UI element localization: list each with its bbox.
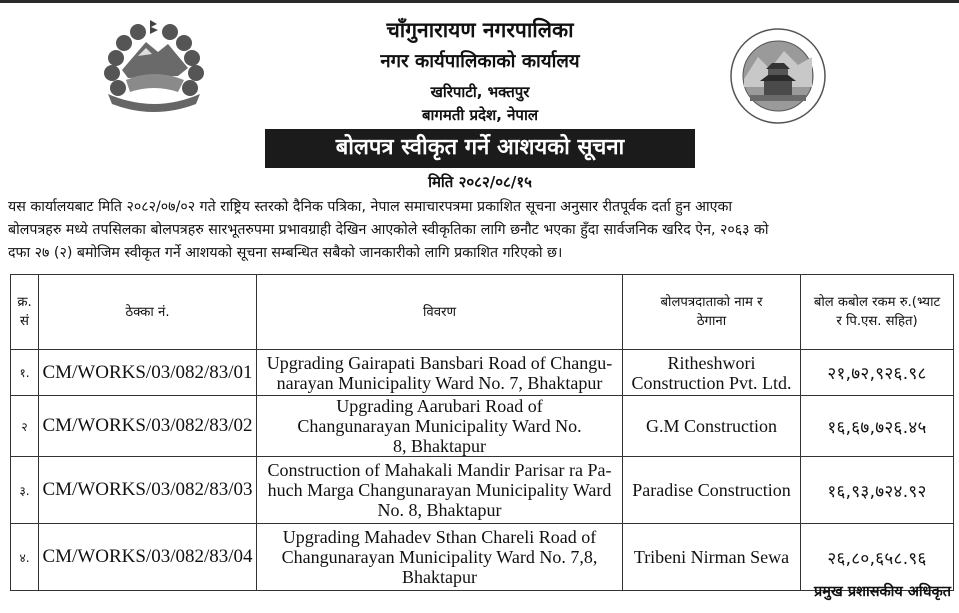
notice-date: मिति २०८२/०८/१५ [428, 173, 532, 191]
body-line: यस कार्यालयबाट मिति २०८२/०७/०२ गते राष्ट्रिय स्तरको दैनिक पत्रिका, नेपाल समाचारपत्रमा प्रकाशित सूचना अनुसार रीतपूर्वक दर्ता हुन आएका [8, 199, 733, 215]
body-line: दफा २७ (२) बमोजिम स्वीकृत गर्ने आशयको सूचना सम्बन्धित सबैको जानकारीको लागि प्रकाशित गरिएको छ। [8, 245, 563, 261]
municipality-seal-icon [728, 27, 828, 125]
table-row [11, 457, 954, 524]
row-description: Upgrading Aarubari Road of Changunarayan Municipality Ward No. 8, Bhaktapur [257, 396, 623, 457]
org-name: चाँगुनारायण नगरपालिका [386, 18, 574, 42]
col-header-bidder: बोलपत्रदाताको नाम र ठेगाना [623, 275, 801, 350]
row-amount: २६,८०,६५८.९६ [801, 524, 954, 591]
row-contract-no: CM/WORKS/03/082/83/03 [39, 457, 257, 524]
row-description: Upgrading Mahadev Sthan Chareli Road of Changunarayan Municipality Ward No. 7,8, Bhaktapur [257, 524, 623, 591]
table-header-row [11, 275, 954, 350]
bid-table [10, 274, 954, 591]
body-line: बोलपत्रहरु मध्ये तपसिलका बोलपत्रहरु सारभूतरुपमा प्रभावग्राही देखिन आएकोले स्वीकृतिका लागि छनौट भएका हुँदा सार्वजनिक खरिद ऐन, २०६३ को [8, 222, 769, 238]
row-bidder: Paradise Construction [623, 457, 801, 524]
table-row [11, 396, 954, 457]
nepal-emblem-icon [98, 18, 210, 113]
row-bidder: Ritheshwori Construction Pvt. Ltd. [623, 350, 801, 396]
row-amount: १६,६७,७२६.४५ [801, 396, 954, 457]
notice-body [8, 196, 954, 265]
office-address: खरिपाटी, भक्तपुर [430, 83, 530, 101]
notice-title: बोलपत्र स्वीकृत गर्ने आशयको सूचना [265, 129, 695, 168]
row-description: Upgrading Gairapati Bansbari Road of Changu-narayan Municipality Ward No. 7, Bhaktapur [257, 350, 623, 396]
row-contract-no: CM/WORKS/03/082/83/02 [39, 396, 257, 457]
office-name: नगर कार्यपालिकाको कार्यालय [380, 51, 580, 72]
row-bidder: G.M Construction [623, 396, 801, 457]
row-amount: १६,९३,७२४.९२ [801, 457, 954, 524]
row-sn: ४. [11, 524, 39, 591]
row-contract-no: CM/WORKS/03/082/83/04 [39, 524, 257, 591]
province-line: बागमती प्रदेश, नेपाल [421, 106, 539, 124]
row-sn: २ [11, 396, 39, 457]
signoff: प्रमुख प्रशासकीय अधिकृत [814, 584, 951, 600]
table-row [11, 350, 954, 396]
table-row [11, 524, 954, 591]
row-description: Construction of Mahakali Mandir Parisar ra Pa-huch Marga Changunarayan Municipality Ward No. 8, Bhaktapur [257, 457, 623, 524]
row-contract-no: CM/WORKS/03/082/83/01 [39, 350, 257, 396]
row-amount: २१,७२,९२६.९८ [801, 350, 954, 396]
col-header-sn: क्र. सं [11, 275, 39, 350]
col-header-contract-no: ठेक्का नं. [39, 275, 257, 350]
top-rule [0, 0, 959, 3]
row-sn: ३. [11, 457, 39, 524]
row-sn: १. [11, 350, 39, 396]
col-header-description: विवरण [257, 275, 623, 350]
row-bidder: Tribeni Nirman Sewa [623, 524, 801, 591]
col-header-amount: बोल कबोल रकम रु.(भ्याट र पि.एस. सहित) [801, 275, 954, 350]
